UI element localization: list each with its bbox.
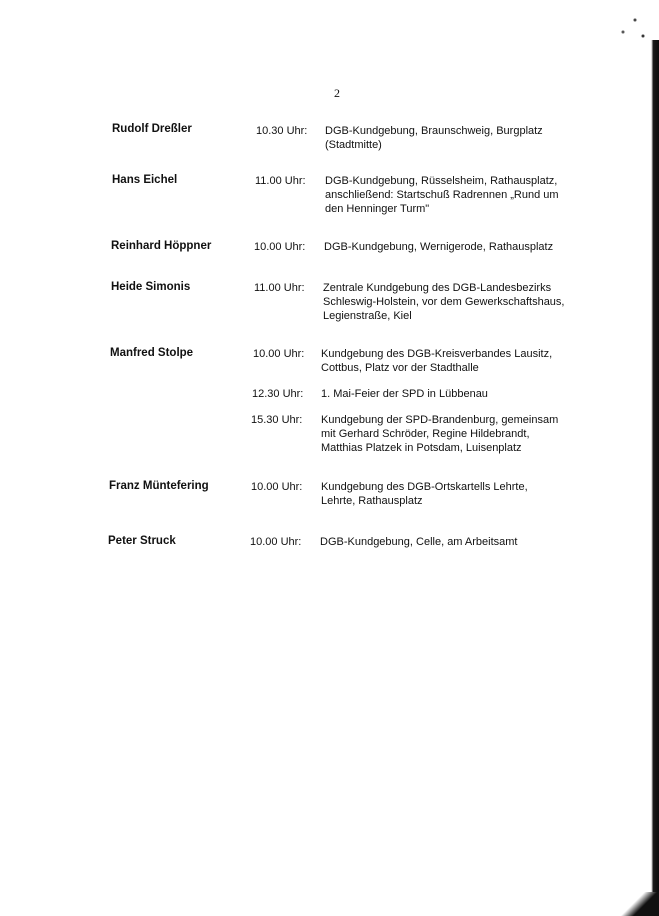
event-time: 10.00 Uhr: [250, 536, 302, 548]
event-description: Kundgebung des DGB-Ortskartells Lehrte, Lehrte, Rathausplatz [321, 481, 528, 507]
event-description: Kundgebung der SPD-Brandenburg, gemeinsam mit Gerhard Schröder, Regine Hildebrandt, Matthias Platzek in Potsdam, Luisenplatz [321, 414, 559, 454]
event-description: DGB-Kundgebung, Rüsselsheim, Rathausplatz, anschließend: Startschuß Radrennen „Rund um den Henninger Turm" [325, 175, 559, 215]
event-description: 1. Mai-Feier der SPD in Lübbenau [321, 388, 488, 400]
page-number: 2 [334, 86, 340, 100]
person-name: Peter Struck [108, 535, 176, 547]
person-name: Manfred Stolpe [110, 347, 194, 359]
event-time: 10.00 Uhr: [253, 348, 305, 360]
scan-edge-shadow [633, 40, 659, 916]
event-time: 10.00 Uhr: [254, 241, 306, 253]
person-name: Franz Müntefering [109, 480, 209, 492]
person-name: Heide Simonis [111, 281, 191, 293]
event-description: Kundgebung des DGB-Kreisverbandes Lausitz, Cottbus, Platz vor der Stadthalle [321, 348, 553, 374]
scan-corner-shadow [619, 892, 659, 916]
event-time: 15.30 Uhr: [251, 414, 303, 426]
event-time: 11.00 Uhr: [255, 175, 306, 187]
event-description: DGB-Kundgebung, Braunschweig, Burgplatz (Stadtmitte) [325, 125, 543, 151]
event-description: DGB-Kundgebung, Wernigerode, Rathausplatz [324, 241, 554, 253]
event-description: Zentrale Kundgebung des DGB-Landesbezirks Schleswig-Holstein, vor dem Gewerkschaftshaus, Legienstraße, Kiel [323, 282, 565, 322]
scan-specks [611, 4, 651, 44]
person-name: Hans Eichel [112, 174, 178, 186]
event-time: 10.30 Uhr: [256, 125, 308, 137]
person-name: Rudolf Dreßler [112, 123, 192, 135]
person-name: Reinhard Höppner [111, 240, 212, 252]
event-description: DGB-Kundgebung, Celle, am Arbeitsamt [320, 536, 518, 548]
event-time: 12.30 Uhr: [252, 388, 304, 400]
event-time: 10.00 Uhr: [251, 481, 303, 493]
event-time: 11.00 Uhr: [254, 282, 305, 294]
